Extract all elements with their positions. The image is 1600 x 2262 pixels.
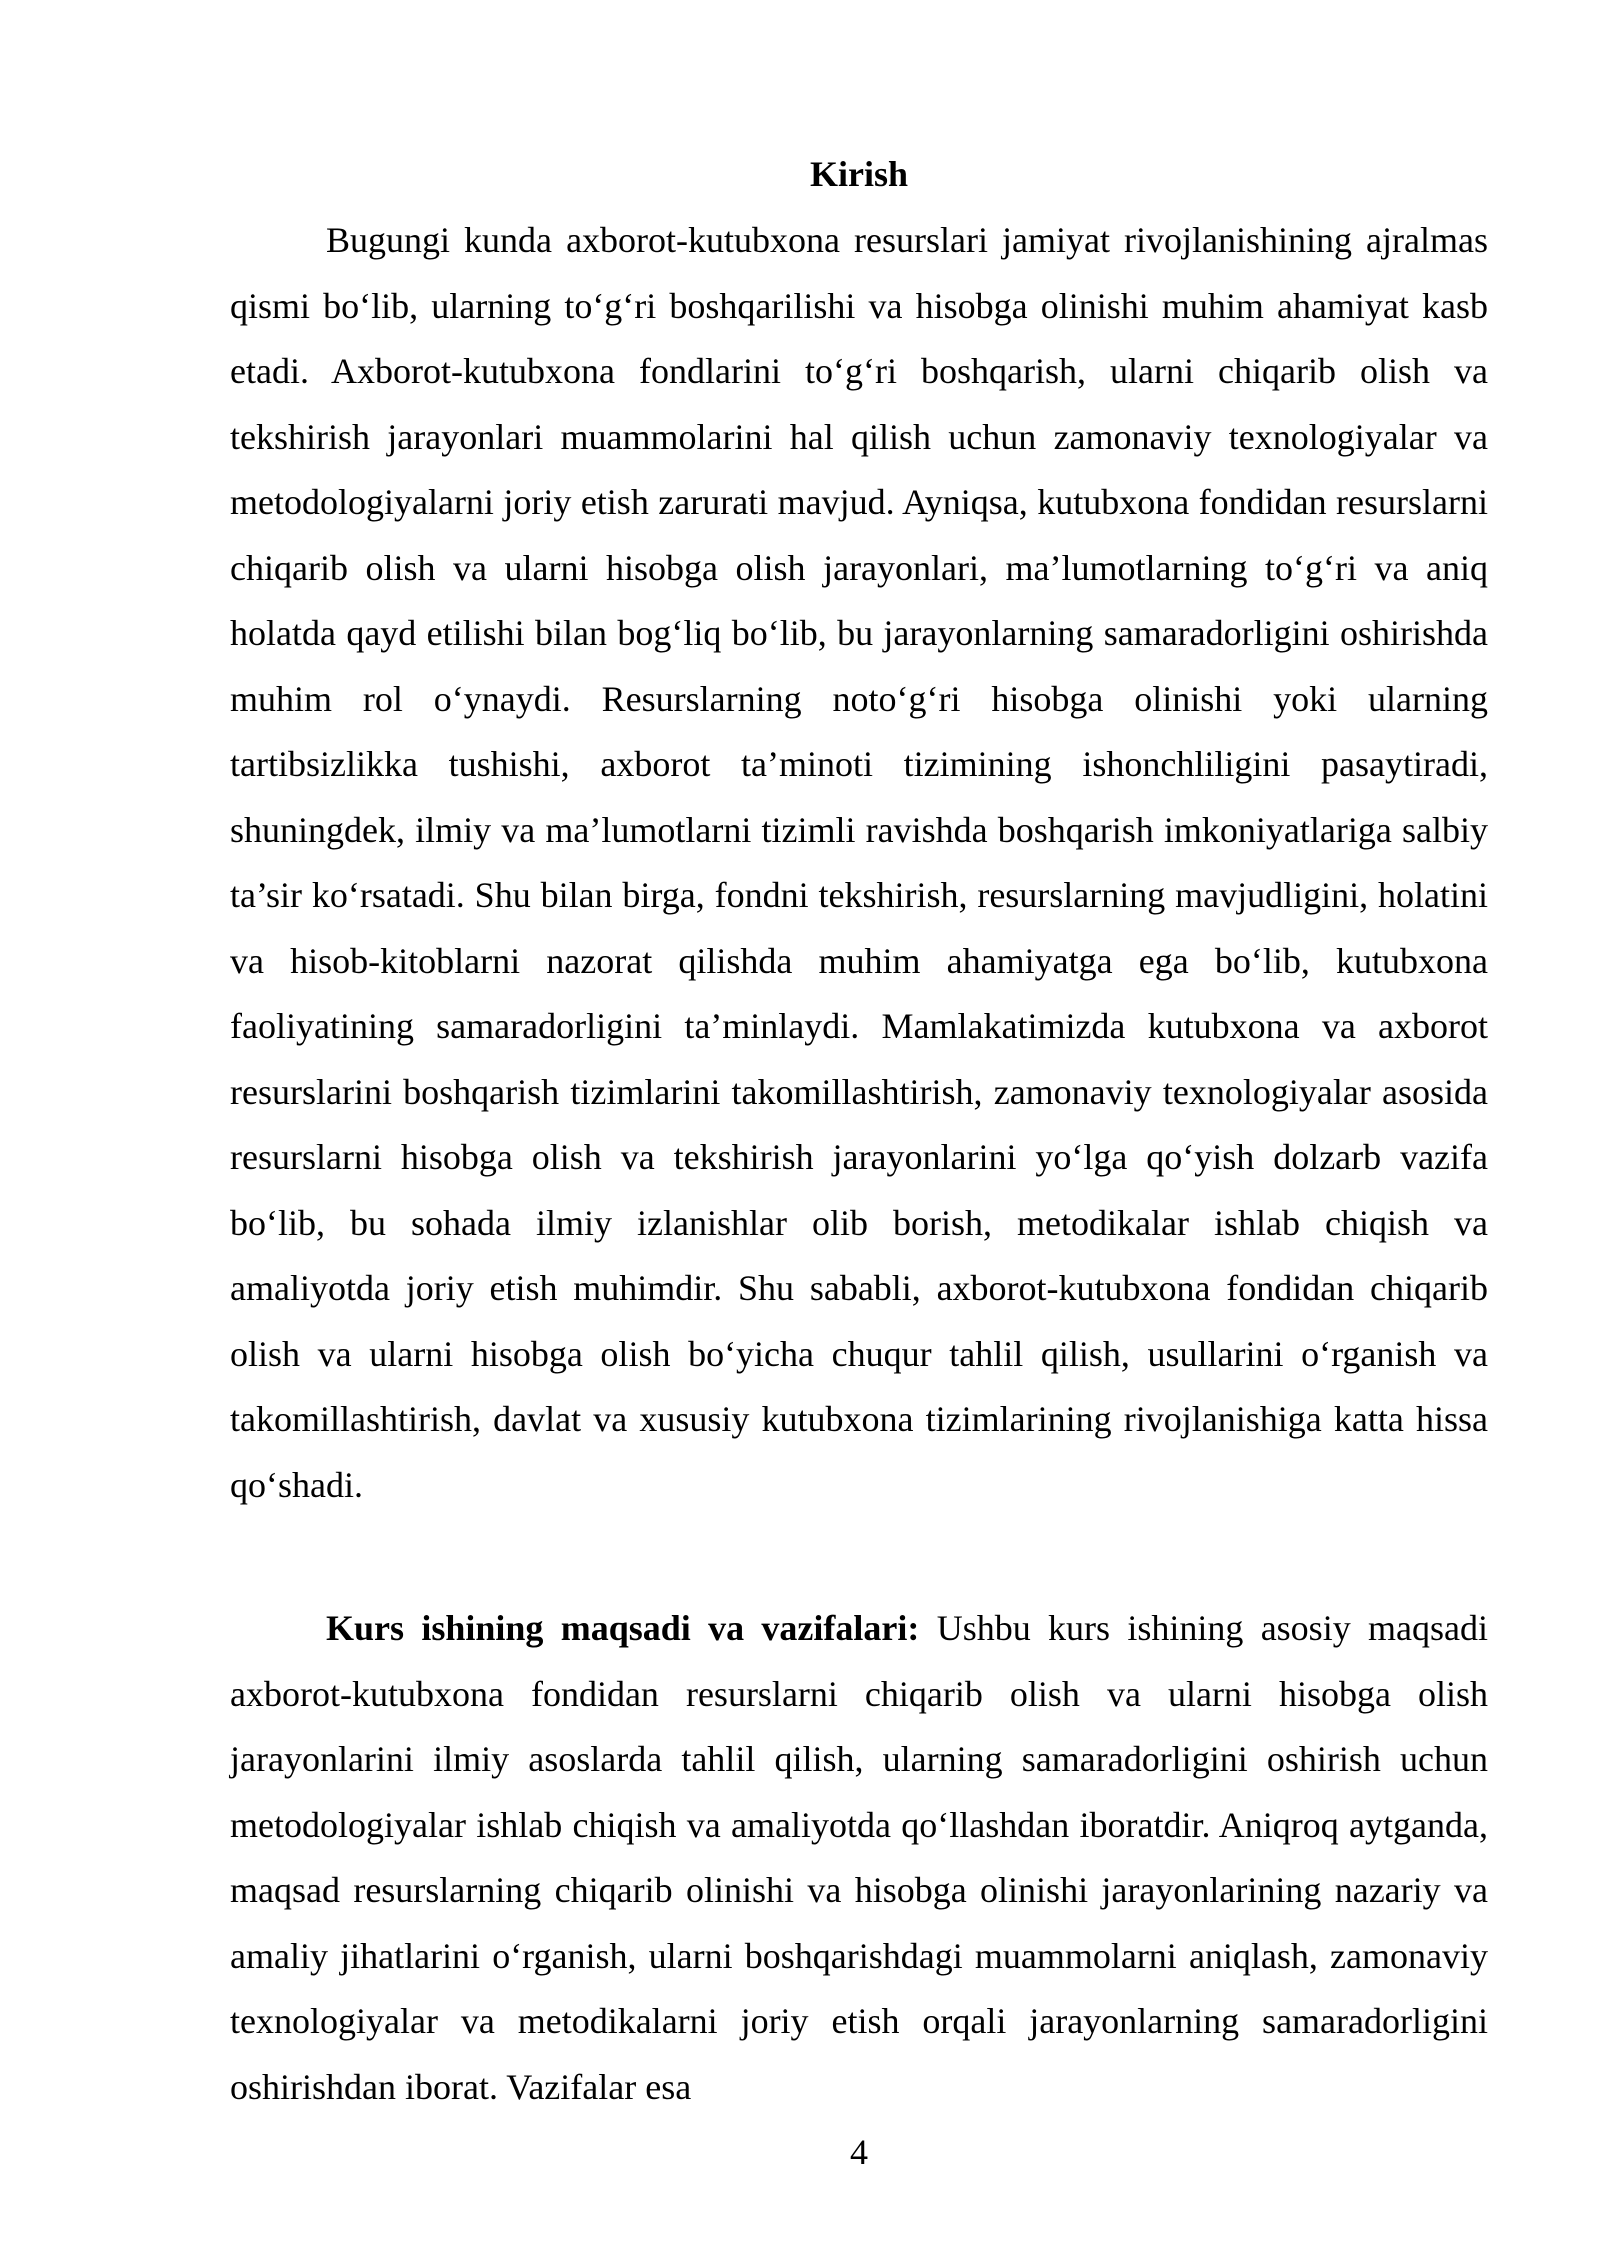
page-number: 4 [850, 2132, 868, 2172]
document-page [230, 0, 1488, 2262]
intro-paragraph: Bugungi kunda axborot-kutubxona resurslari jamiyat rivojlanishining ajralmas qismi bo‘lib, ularning to‘g‘ri boshqarilishi va hisobga olinishi muhim ahamiyat kasb etadi. Axborot-kutubxona fondlarini to‘g‘ri boshqarish, ularni chiqarib olish va tekshirish jarayonlari muammolarini hal qilish uchun zamonaviy texnologiyalar va metodologiyalarni joriy etish zarurati mavjud. Ayniqsa, kutubxona fondidan resurslarni chiqarib olish va ularni hisobga olish jarayonlari, ma’lumotlarning to‘g‘ri va aniq holatda qayd etilishi bilan bog‘liq bo‘lib, bu jarayonlarning samaradorligini oshirishda muhim rol o‘ynaydi. Resurslarning noto‘g‘ri hisobga olinishi yoki ularning tartibsizlikka tushishi, axborot ta’minoti tizimining ishonchliligini pasaytiradi, shuningdek, ilmiy va ma’lumotlarni tizimli ravishda boshqarish imkoniyatlariga salbiy ta’sir ko‘rsatadi. Shu bilan birga, fondni tekshirish, resurslarning mavjudligini, holatini va hisob-kitoblarni nazorat qilishda muhim ahamiyatga ega bo‘lib, kutubxona faoliyatining samaradorligini ta’minlaydi. Mamlakatimizda kutubxona va axborot resurslarini boshqarish tizimlarini takomillashtirish, zamonaviy texnologiyalar asosida resurslarni hisobga olish va tekshirish jarayonlarini yo‘lga qo‘yish dolzarb vazifa bo‘lib, bu sohada ilmiy izlanishlar olib borish, metodikalar ishlab chiqish va amaliyotda joriy etish muhimdir. Shu sababli, axborot-kutubxona fondidan chiqarib olish va ularni hisobga olish bo‘yicha chuqur tahlil qilish, usullarini o‘rganish va takomillashtirish, davlat va xususiy kutubxona tizimlarining rivojlanishiga katta hissa qo‘shadi. [230, 220, 1488, 1505]
goals-paragraph-body: Ushbu kurs ishining asosiy maqsadi axborot-kutubxona fondidan resurslarni chiqarib olish va ularni hisobga olish jarayonlarini ilmiy asoslarda tahlil qilish, ularning samaradorligini oshirish uchun metodologiyalar ishlab chiqish va amaliyotda qo‘llashdan iboratdir. Aniqroq aytganda, maqsad resurslarning chiqarib olinishi va hisobga olinishi jarayonlarining nazariy va amaliy jihatlarini o‘rganish, ularni boshqarishdagi muammolarni aniqlash, zamonaviy texnologiyalar va metodikalarni joriy etish orqali jarayonlarning samaradorligini oshirishdan iborat. Vazifalar esa [230, 1608, 1488, 2107]
goals-paragraph-lead: Kurs ishining maqsadi va vazifalari: [326, 1608, 920, 1648]
section-heading: Kirish [809, 154, 908, 194]
goals-paragraph [230, 1596, 1488, 2120]
